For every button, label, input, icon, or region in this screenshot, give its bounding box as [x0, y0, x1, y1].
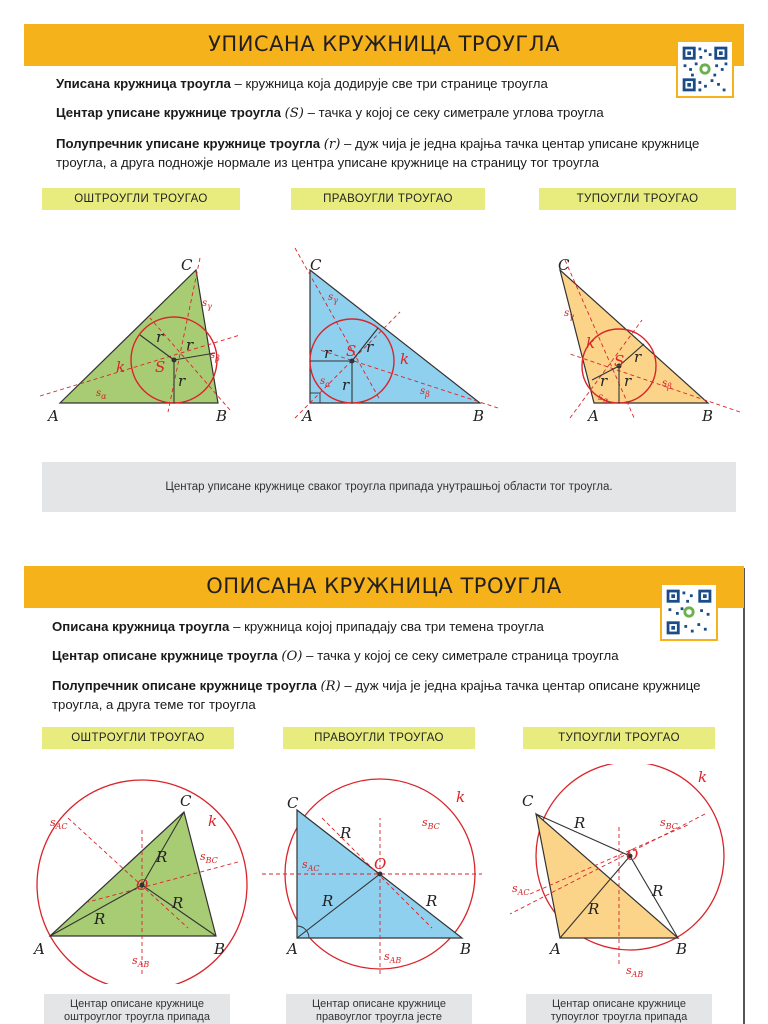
section1-def2-symbol: (S) [284, 106, 304, 121]
radius-r-3: r [366, 338, 374, 356]
caption-line-1: Центар описане кружнице [552, 998, 686, 1010]
section1-banner [24, 24, 744, 66]
radius-r-3: r [186, 336, 194, 354]
vertex-c: C [558, 256, 570, 274]
section2-def1-text: – кружница којој припадају сва три темена троугла [229, 619, 544, 634]
circumcircle-label-k: k [698, 768, 708, 786]
radius-r-2: R [322, 892, 334, 910]
section2-def2-text: – тачка у којој се секу симетрале страница троугла [302, 648, 619, 663]
circumcircle-label-k: k [456, 788, 466, 806]
vertex-c: C [181, 256, 193, 274]
caption-line-2: правоуглог троугла јесте [315, 1011, 442, 1023]
incircle-obtuse-figure [530, 240, 760, 430]
vertex-a: A [550, 940, 561, 958]
bisector-subscript: AC [517, 888, 530, 897]
radius-r-3: R [652, 882, 664, 900]
bisector-subscript: α [101, 392, 107, 401]
bisector-subscript: AC [55, 822, 68, 831]
section1-def3-text: – дуж чија је једна крајња тачка центар уписане кружнице троугла, а друга подножје нормале из центра уписане кружнице на страницу тог троугла [56, 136, 700, 170]
bisector-label-gamma: $s_\gamma$ [202, 298, 212, 311]
bisector-subscript: BC [665, 822, 678, 831]
radius-r-2: r [178, 372, 186, 390]
circumcircle-acute-figure [28, 778, 248, 984]
circumcircle-obtuse-figure [510, 764, 745, 984]
section2-definition-1 [52, 618, 712, 636]
radius-r-2: R [588, 900, 600, 918]
vertex-b: B [473, 407, 485, 425]
bisector-label-bc: $s_{BC}$ [660, 816, 678, 831]
incircle-right-figure [280, 240, 510, 430]
radius-r-3: r [634, 348, 642, 366]
radius-r-3: R [172, 894, 184, 912]
section2-caption-acute [44, 994, 230, 1024]
section1-definition-1 [56, 75, 716, 93]
section2-def2-symbol: (O) [281, 649, 303, 664]
section1-label-obtuse: ТУПОУГЛИ ТРОУГАО [539, 188, 736, 210]
vertex-c: C [310, 256, 322, 274]
vertex-a: A [302, 407, 313, 425]
section2-title: ОПИСАНА КРУЖНИЦА ТРОУГЛА [206, 574, 562, 598]
vertex-b: B [216, 407, 228, 425]
section2-caption-right [286, 994, 472, 1024]
section2-definition-2 [52, 647, 712, 666]
bisector-label-gamma: $s_\gamma$ [328, 292, 338, 305]
caption-line-2: оштроуглог троугла припада [64, 1011, 210, 1023]
vertex-a: A [287, 940, 298, 958]
section1-def2-text: – тачка у којој се секу симетрале углова троугла [303, 105, 604, 120]
caption-line-1: Центар описане кружнице [312, 998, 446, 1010]
section1-title: УПИСАНА КРУЖНИЦА ТРОУГЛА [208, 32, 560, 56]
bisector-label-beta: $s_\beta$ [420, 386, 430, 399]
bisector-subscript: α [325, 380, 331, 389]
center-s: S [614, 352, 625, 370]
section1-definition-2 [56, 104, 716, 123]
section2-def3-text: – дуж чија је једна крајња тачка центар описане кружнице троугла, а друга теме тог троугла [52, 678, 701, 712]
radius-r-1: R [574, 814, 586, 832]
section1-label-acute: ОШТРОУГЛИ ТРОУГАО [42, 188, 240, 210]
bisector-subscript: α [603, 396, 609, 405]
center-o: O [626, 846, 639, 864]
radius-r-2: r [342, 376, 350, 394]
bisector-label-ab: $s_{AB}$ [132, 954, 150, 969]
circumcircle-right-figure [262, 778, 492, 984]
bisector-label-alpha: $s_\alpha$ [96, 388, 107, 401]
bisector-subscript: β [667, 382, 672, 391]
radius-r-3: R [426, 892, 438, 910]
bisector-subscript: γ [207, 302, 212, 311]
bisector-label-beta: $s_\beta$ [210, 350, 220, 363]
radius-r-1: R [156, 848, 168, 866]
bisector-label-beta: $s_\beta$ [662, 378, 672, 391]
radius-r-2: R [94, 910, 106, 928]
bisector-label-ab: $s_{AB}$ [626, 964, 644, 979]
section2-label-acute: ОШТРОУГЛИ ТРОУГАО [42, 727, 234, 749]
bisector-label-ac: $s_{AC}$ [512, 882, 530, 897]
vertex-c: C [522, 792, 534, 810]
bisector-label-bc: $s_{BC}$ [200, 850, 218, 865]
circumcircle-label-k: k [208, 812, 218, 830]
section1-def1-term: Уписана кружница троугла [56, 76, 231, 91]
obtuse-triangle [536, 814, 678, 938]
section2-banner [24, 566, 744, 608]
section2-def2-term: Центар описане кружнице троугла [52, 648, 278, 663]
vertex-b: B [460, 940, 472, 958]
vertex-b: B [676, 940, 688, 958]
bisector-label-ab: $s_{AB}$ [384, 950, 402, 965]
section2-def3-symbol: (R) [320, 679, 341, 694]
bisector-subscript: β [215, 354, 220, 363]
right-triangle [310, 270, 480, 403]
bisector-label-gamma: $s_\gamma$ [564, 308, 574, 321]
bisector-subscript: BC [427, 822, 440, 831]
center-s: S [346, 342, 357, 360]
section1-label-right: ПРАВОУГЛИ ТРОУГАО [291, 188, 485, 210]
section2-def1-term: Описана кружница троугла [52, 619, 230, 634]
bisector-subscript: AC [307, 864, 320, 873]
vertex-a: A [34, 940, 45, 958]
bisector-subscript: AB [137, 960, 150, 969]
radius-r-1: r [600, 372, 608, 390]
bisector-subscript: AB [389, 956, 402, 965]
vertex-a: A [588, 407, 599, 425]
vertex-c: C [287, 794, 299, 812]
section1-definition-3 [56, 135, 716, 172]
bisector-subscript: AB [631, 970, 644, 979]
radius-r-1: r [156, 328, 164, 346]
section1-note: Центар уписане кружнице сваког троугла припада унутрашњој области тог троугла. [42, 462, 736, 512]
bisector-label-ac: $s_{AC}$ [302, 858, 320, 873]
bisector-label-alpha: $s_\alpha$ [320, 376, 331, 389]
bisector-label-ac: $s_{AC}$ [50, 816, 68, 831]
bisector-label-alpha: $s_\alpha$ [598, 392, 609, 405]
obtuse-triangle [560, 270, 708, 403]
vertex-c: C [180, 792, 192, 810]
bisector-subscript: γ [569, 312, 574, 321]
incircle-acute-figure [30, 240, 260, 430]
bisector-subscript: β [425, 390, 430, 399]
center-s: S [155, 358, 166, 376]
section1-def3-term: Полупречник уписане кружнице троугла [56, 136, 321, 151]
section2-definition-3 [52, 677, 712, 714]
caption-line-1: Центар описане кружнице [70, 998, 204, 1010]
acute-triangle [50, 812, 216, 936]
center-o: O [136, 876, 149, 894]
bisector-label-bc: $s_{BC}$ [422, 816, 440, 831]
section1-def1-text: – кружница која додирује све три странице троугла [230, 76, 548, 91]
vertex-b: B [214, 940, 226, 958]
bisector-subscript: BC [205, 856, 218, 865]
incircle-label-k: k [400, 350, 410, 368]
section2-label-right: ПРАВОУГЛИ ТРОУГАО [283, 727, 475, 749]
center-o: O [374, 855, 387, 873]
section2-def3-term: Полупречник описане кружнице троугла [52, 678, 317, 693]
radius-r-1: r [324, 344, 332, 362]
section2-caption-obtuse [526, 994, 712, 1024]
incircle-label-k: k [116, 358, 126, 376]
incircle-label-k: k [586, 334, 596, 352]
radius-r-2: r [624, 372, 632, 390]
section1-def2-term: Центар уписане кружнице троугла [56, 105, 281, 120]
vertex-b: B [702, 407, 714, 425]
vertex-a: A [48, 407, 59, 425]
radius-r-1: R [340, 824, 352, 842]
section2-label-obtuse: ТУПОУГЛИ ТРОУГАО [523, 727, 715, 749]
section1-def3-symbol: (r) [323, 137, 341, 152]
bisector-subscript: γ [333, 296, 338, 305]
caption-line-2: тупоуглог троугла припада [550, 1011, 688, 1023]
